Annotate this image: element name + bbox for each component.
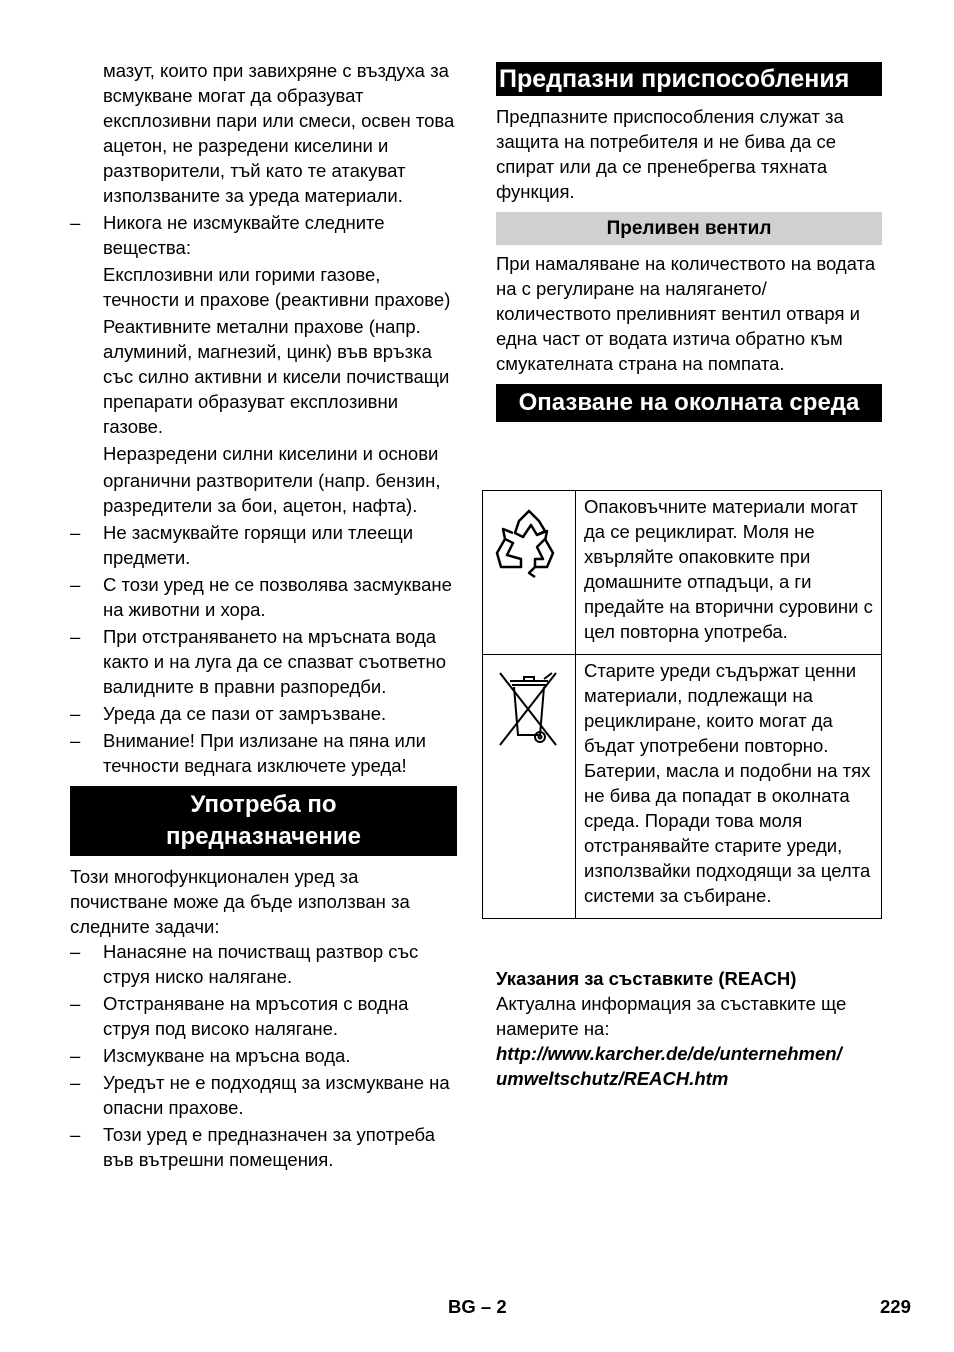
subheading-overflow-valve: Преливен вентил	[496, 212, 882, 245]
list-item: – С този уред не се позволява засмукване на животни и хора.	[70, 572, 457, 622]
recycle-text: Опаковъчните материали могат да се рециклират. Моля не хвърляйте опаковките при домашните отпадъци, а ги предайте на вторични суровини с цел повторна употреба.	[576, 491, 882, 655]
usage-intro: Този многофункционален уред за почистване може да бъде използван за следните задачи:	[70, 866, 410, 937]
list-item: – При отстраняването на мръсната вода както и на луга да се спазват съответно валидните в правни разпоредби.	[70, 624, 457, 699]
list-item: – Уредът не е подходящ за изсмукване на опасни прахове.	[70, 1070, 457, 1120]
old-devices-text: Старите уреди съдържат ценни материали, подлежащи на рециклиране, които могат да бъдат употребени повторно. Батерии, масла и подобни на тях не бива да попадат в околната среда. Поради това моля отстранявайте старите уреди, използвайки подходящи за целта системи за събиране.	[576, 655, 882, 919]
environment-table	[482, 490, 882, 919]
valve-text: При намаляване на количеството на водата на с регулиране на налягането/ количеството преливният вентил отваря и една част от водата изтича обратно към смукателната страна на помпата.	[496, 253, 876, 374]
list-item: – Изсмукване на мръсна вода.	[70, 1043, 457, 1068]
left-column	[70, 58, 457, 1174]
section-heading-safety: Предпазни приспособления	[496, 62, 882, 96]
sub-paragraph: Реактивните метални прахове (напр. алуминий, магнезий, цинк) във връзка със силно активни и кисели почистващи препарати образуват експлозивни газове.	[103, 316, 450, 437]
reach-heading: Указания за съставките (REACH)	[496, 968, 797, 989]
reach-text: Актуална информация за съставките ще намерите на:	[496, 993, 847, 1039]
list-item: – Този уред е предназначен за употреба във вътрешни помещения.	[70, 1122, 457, 1172]
safety-text: Предпазните приспособления служат за защита на потребителя и не бива да се спират или да се пренебрегва тяхната функция.	[496, 106, 844, 202]
sub-paragraph: Неразредени силни киселини и основи	[103, 443, 439, 464]
recycle-icon	[491, 505, 567, 581]
sub-paragraph: Експлозивни или горими газове, течности и прахове (реактивни прахове)	[103, 264, 451, 310]
list-item: – Никога не изсмуквайте следните вещества:	[70, 210, 457, 260]
footer-language-page: BG – 2	[448, 1296, 507, 1317]
right-column	[496, 62, 882, 422]
table-row	[483, 491, 882, 655]
section-heading-environment: Опазване на околната среда	[496, 384, 882, 422]
icon-cell	[483, 655, 576, 919]
list-item: – Отстраняване на мръсотия с водна струя под високо налягане.	[70, 991, 457, 1041]
icon-cell	[483, 491, 576, 655]
list-item: – Уреда да се пази от замръзване.	[70, 701, 457, 726]
list-item: – Внимание! При излизане на пяна или течности веднага изключете уреда!	[70, 728, 457, 778]
sub-paragraph: органични разтворители (напр. бензин, разредители за бои, ацетон, нафта).	[103, 470, 441, 516]
footer-page-number: 229	[880, 1296, 911, 1317]
list-item: – Нанасяне на почистващ разтвор със струя ниско налягане.	[70, 939, 457, 989]
reach-link[interactable]: http://www.karcher.de/de/unternehmen/ umweltschutz/REACH.htm	[496, 1043, 842, 1089]
crossed-bin-icon	[496, 669, 562, 749]
section-heading-usage: Употреба по предназначение	[70, 786, 457, 856]
list-item: – Не засмуквайте горящи или тлеещи предмети.	[70, 520, 457, 570]
table-row	[483, 655, 882, 919]
intro-continuation: мазут, които при завихряне с въздуха за всмукване могат да образуват експлозивни пари или смеси, освен това ацетон, не разредени киселини и разтворители, тъй като те атакуват използваните за уреда материали.	[103, 60, 455, 206]
reach-block	[496, 966, 886, 1091]
